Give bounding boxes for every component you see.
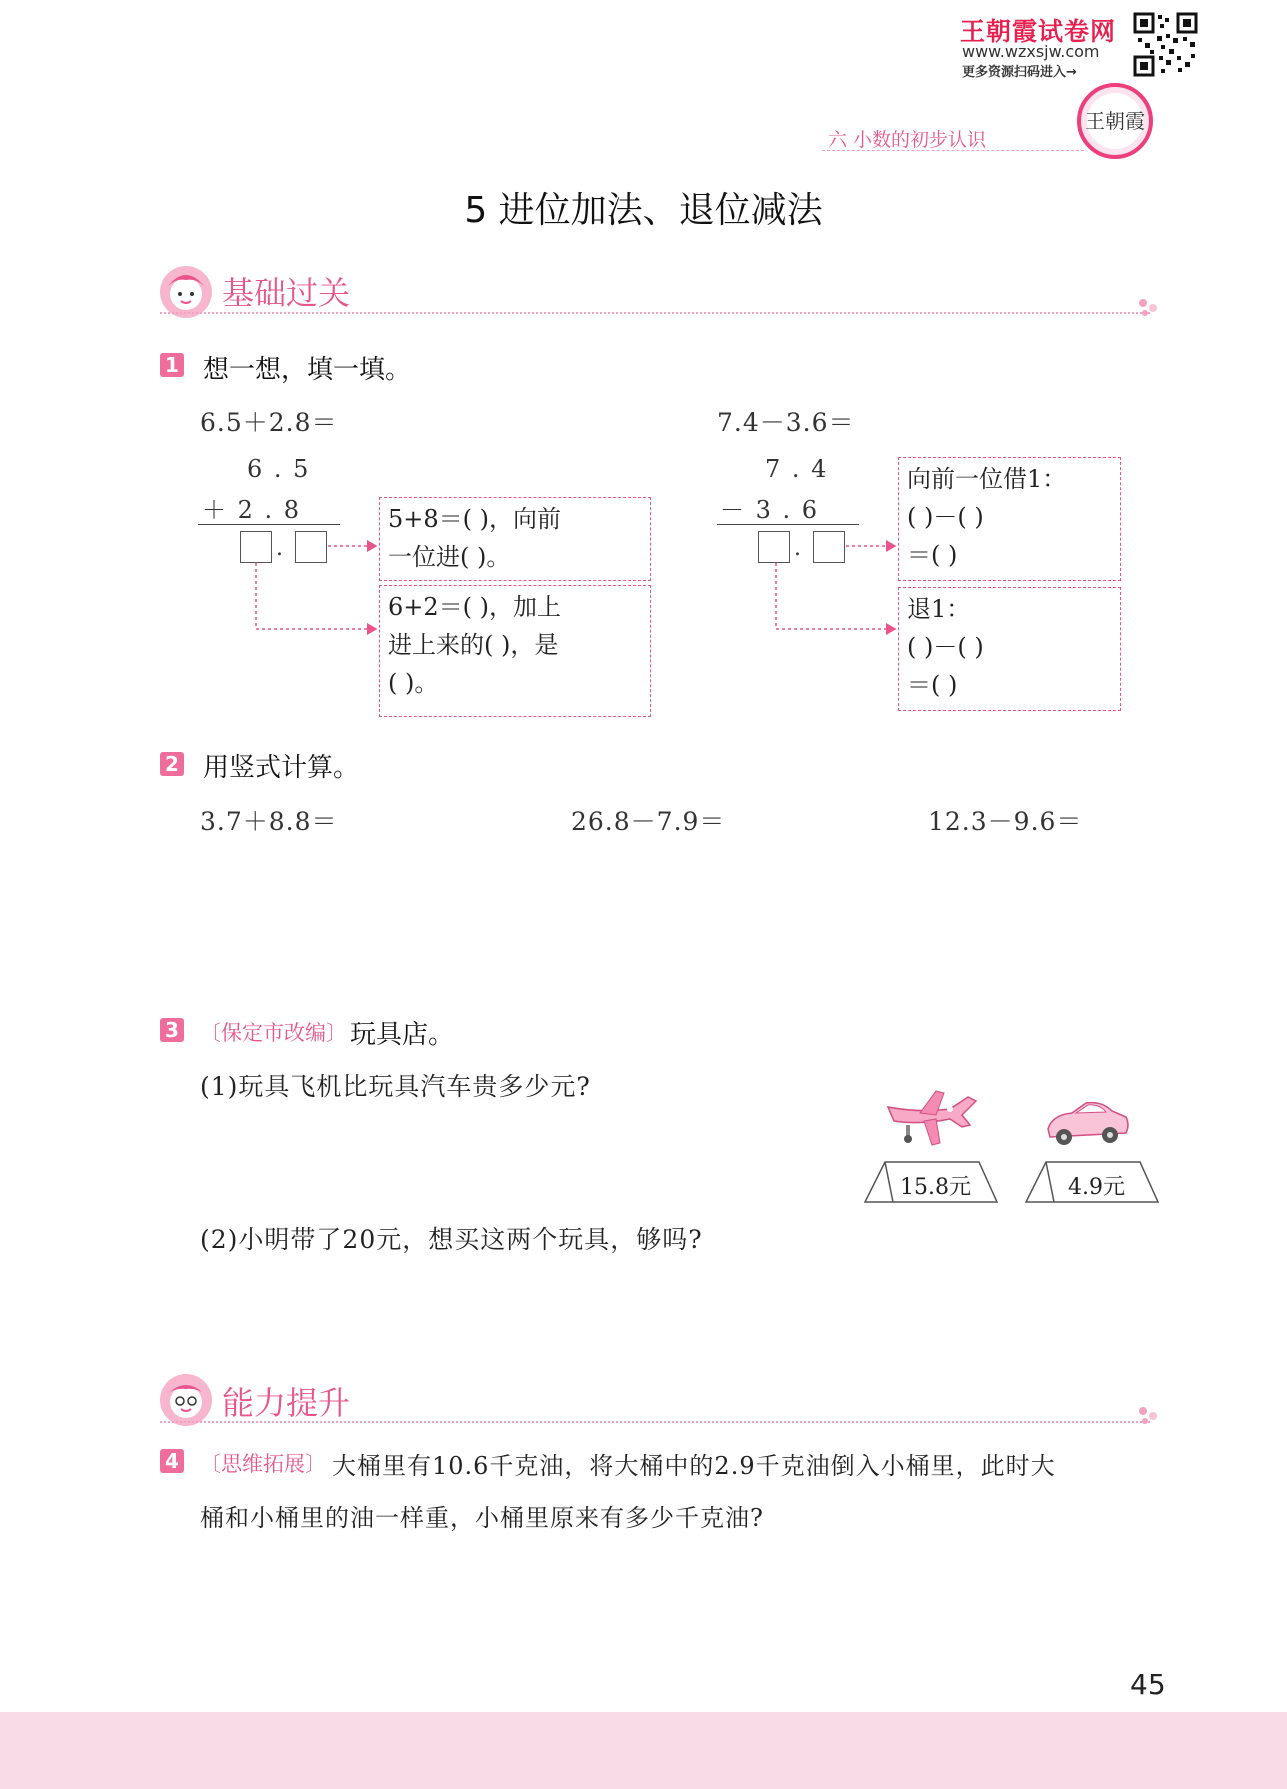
hint-box-borrow [898, 457, 1121, 581]
expression: 3.7＋8.8＝ [200, 807, 338, 836]
hint-line: ( )－( ) [907, 633, 984, 661]
brand-title: 王朝霞试卷网 [960, 17, 1117, 46]
question-source: 〔思维拓展〕 [200, 1452, 326, 1476]
dots-decoration-icon [1138, 1406, 1160, 1426]
chapter-label: 六 小数的初步认识 [828, 129, 987, 151]
hint-line: 进上来的( )，是 [388, 631, 559, 659]
page-number: 45 [1130, 1668, 1166, 1701]
section-divider [160, 1421, 1150, 1424]
boy-mascot-icon [158, 1372, 214, 1428]
chapter-divider [822, 150, 1084, 152]
vertical-top-operand: 7 . 4 [765, 455, 829, 483]
question-number: 3 [160, 1018, 184, 1042]
decimal-point: . [276, 536, 283, 561]
hint-line: 一位进( )。 [388, 543, 511, 571]
price-car: 4.9元 [1068, 1175, 1125, 1200]
hint-line: ＝( ) [907, 541, 958, 569]
answer-box-ones[interactable] [758, 531, 790, 563]
section-heading-basic: 基础过关 [222, 274, 351, 312]
vertical-second-operand: ＋ 2 . 8 [202, 496, 302, 524]
answer-box-tenths[interactable] [295, 531, 327, 563]
hint-line: ＝( ) [907, 671, 958, 699]
question-text-line1: 大桶里有10.6千克油，将大桶中的2.9千克油倒入小桶里，此时大 [332, 1452, 1056, 1480]
question-number: 2 [160, 752, 184, 776]
qr-code-icon[interactable] [1133, 12, 1198, 77]
question-source: 〔保定市改编〕 [200, 1021, 347, 1045]
brand-more-text: 更多资源扫码进入→ [962, 65, 1077, 80]
expression: 12.3－9.6＝ [928, 807, 1083, 836]
hint-line: ( )－( ) [907, 503, 984, 531]
footer-band [0, 1712, 1287, 1789]
section-divider [160, 312, 1150, 315]
decimal-point: . [794, 536, 801, 561]
expression: 6.5＋2.8＝ [200, 408, 338, 437]
question-prompt: 用竖式计算。 [203, 753, 360, 783]
brand-seal-logo [1076, 82, 1154, 160]
question-text-line2: 桶和小桶里的油一样重，小桶里原来有多少千克油? [200, 1504, 764, 1532]
hint-line: 5+8＝( )，向前 [388, 505, 562, 533]
question-number: 4 [160, 1449, 184, 1473]
toy-car-icon [1042, 1095, 1132, 1153]
price-plane: 15.8元 [900, 1175, 971, 1200]
hint-box-tenths [379, 497, 651, 581]
vertical-top-operand: 6 . 5 [247, 455, 311, 483]
toy-plane-icon [880, 1085, 980, 1153]
lesson-title: 5 进位加法、退位减法 [464, 190, 823, 231]
section-heading-advanced: 能力提升 [222, 1384, 351, 1422]
hint-line: 向前一位借1： [907, 465, 1067, 493]
dots-decoration-icon [1138, 298, 1160, 318]
vertical-second-operand: － 3 . 6 [720, 496, 820, 524]
answer-box-ones[interactable] [240, 531, 272, 563]
brand-url[interactable]: www.wzxsjw.com [962, 42, 1100, 61]
question-prompt: 玩具店。 [350, 1020, 455, 1050]
expression: 26.8－7.9＝ [571, 807, 726, 836]
vertical-rule [198, 524, 340, 525]
question-prompt: 想一想，填一填。 [203, 355, 412, 385]
hint-line: ( )。 [388, 669, 439, 697]
question-number: 1 [160, 353, 184, 377]
hint-line: 退1： [907, 595, 971, 623]
vertical-rule [717, 524, 859, 525]
hint-box-after-borrow [898, 587, 1121, 711]
svg-text:王朝霞: 王朝霞 [1085, 109, 1145, 133]
answer-box-tenths[interactable] [813, 531, 845, 563]
sub-question-1: (1)玩具飞机比玩具汽车贵多少元? [200, 1072, 591, 1101]
expression: 7.4－3.6＝ [717, 408, 855, 437]
hint-line: 6+2＝( )，加上 [388, 593, 562, 621]
sub-question-2: (2)小明带了20元，想买这两个玩具，够吗? [200, 1225, 703, 1254]
hint-box-ones [379, 585, 651, 717]
